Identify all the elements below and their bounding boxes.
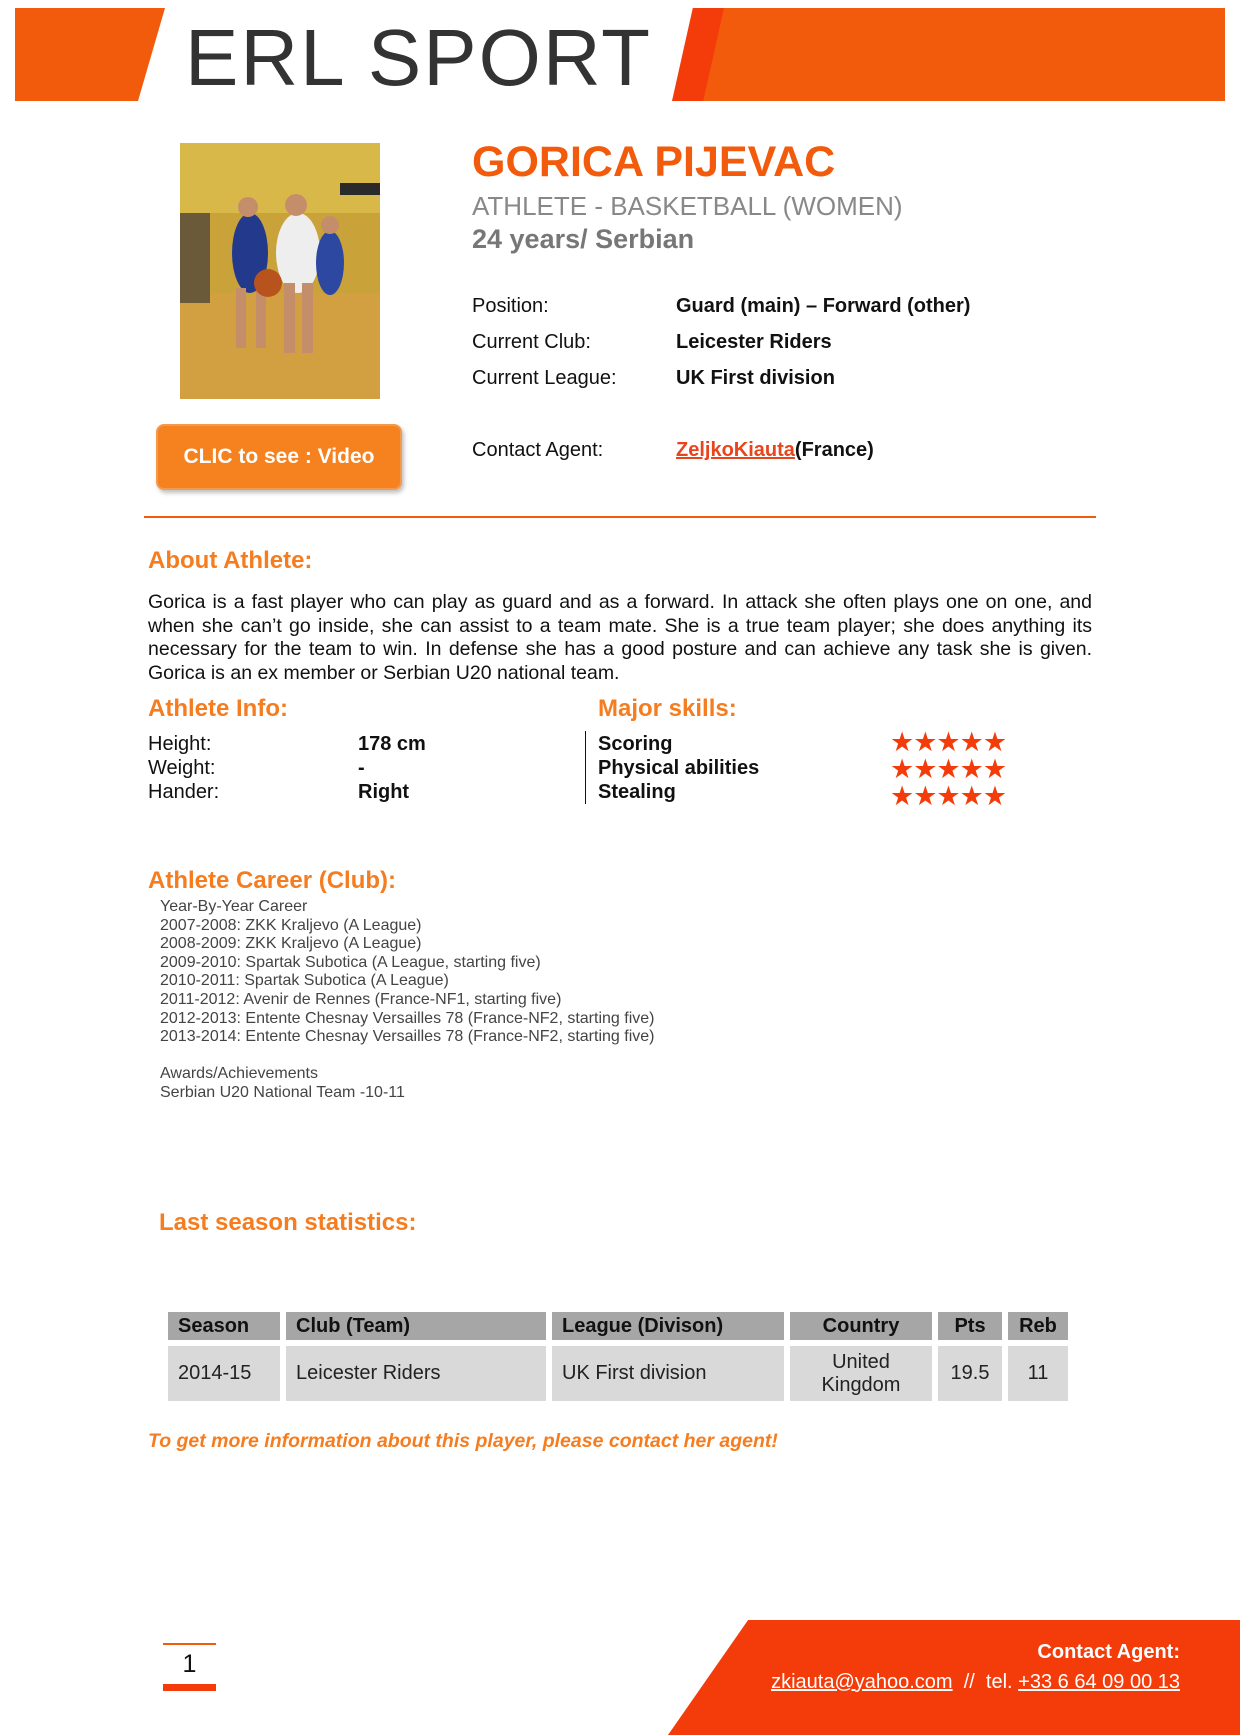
header-banner-right: [672, 8, 1225, 101]
brand-logo-text: ERL SPORT: [185, 13, 653, 102]
cell-pts: 19.5: [938, 1346, 1002, 1401]
header-banner-left: [15, 8, 165, 101]
career-entry: 2008-2009: ZKK Kraljevo (A League): [160, 935, 422, 953]
skills-divider: [585, 731, 586, 804]
skill-stars: ★★★★★: [890, 727, 1007, 757]
col-country: Country: [790, 1312, 932, 1340]
cell-country: United Kingdom: [790, 1346, 932, 1401]
weight-label: Weight:: [148, 757, 216, 779]
skill-name: Physical abilities: [598, 757, 760, 779]
club-label: Current Club:: [472, 331, 591, 353]
hander-value: Right: [358, 781, 410, 803]
about-title: About Athlete:: [148, 547, 313, 574]
footer-separator: // tel.: [952, 1671, 1019, 1693]
skill-name: Scoring: [598, 733, 673, 755]
career-entry: 2007-2008: ZKK Kraljevo (A League): [160, 916, 422, 934]
athlete-photo-image: [180, 143, 380, 399]
cell-reb: 11: [1008, 1346, 1068, 1401]
award-entry: Serbian U20 National Team -10-11: [160, 1083, 405, 1101]
skill-stars: ★★★★★: [890, 754, 1007, 784]
agent-link[interactable]: ZeljkoKiauta: [676, 439, 795, 461]
athlete-age-nationality: 24 years/ Serbian: [472, 224, 695, 254]
footer-email-link[interactable]: zkiauta@yahoo.com: [771, 1671, 953, 1693]
league-value: UK First division: [676, 367, 835, 389]
cell-league: UK First division: [552, 1346, 784, 1401]
agent-label: Contact Agent:: [472, 439, 604, 461]
position-value: Guard (main) – Forward (other): [676, 295, 971, 317]
career-entry: 2013-2014: Entente Chesnay Versailles 78 (France-NF2, starting five): [160, 1028, 655, 1046]
career-list: [160, 898, 654, 1103]
club-value: Leicester Riders: [676, 331, 832, 353]
stats-table: [162, 1306, 1074, 1407]
page-number-line-top: [163, 1643, 216, 1645]
career-entry: 2009-2010: Spartak Subotica (A League, starting five): [160, 953, 541, 971]
contact-note: To get more information about this player, please contact her agent!: [148, 1430, 778, 1452]
col-league: League (Divison): [552, 1312, 784, 1340]
career-entry: 2012-2013: Entente Chesnay Versailles 78 (France-NF2, starting five): [160, 1009, 655, 1027]
height-label: Height:: [148, 733, 212, 755]
cell-club: Leicester Riders: [286, 1346, 546, 1401]
footer-contact-title: Contact Agent:: [1037, 1641, 1180, 1663]
page-number-line-bottom: [163, 1684, 216, 1691]
career-spacer: [160, 1047, 654, 1066]
page-number: 1: [182, 1650, 197, 1678]
col-reb: Reb: [1008, 1312, 1068, 1340]
height-value: 178 cm: [358, 733, 426, 755]
stats-header-row: [168, 1312, 1068, 1340]
footer-contact-line: [771, 1671, 1180, 1694]
about-text: Gorica is a fast player who can play as guard and as a forward. In attack she often plays one on one, and when she can’t go inside, she can assist to a team mate. She is a true team player; she does anything its necessary for the team to win. In defense she has a good posture and can achieve any task she is given. Gorica is an ex member or Serbian U20 national team.: [148, 591, 1092, 684]
skill-stars: ★★★★★: [890, 781, 1007, 811]
career-entry: 2011-2012: Avenir de Rennes (France-NF1, starting five): [160, 990, 562, 1008]
league-label: Current League:: [472, 367, 617, 389]
footer-phone-link[interactable]: +33 6 64 09 00 13: [1018, 1671, 1180, 1693]
career-entry: 2010-2011: Spartak Subotica (A League): [160, 972, 449, 990]
athlete-name: GORICA PIJEVAC: [472, 138, 836, 186]
col-season: Season: [168, 1312, 280, 1340]
career-heading: Year-By-Year Career: [160, 898, 308, 915]
hander-label: Hander:: [148, 781, 220, 803]
athlete-subtitle: ATHLETE - BASKETBALL (WOMEN): [472, 191, 903, 221]
athlete-photo: [180, 143, 380, 399]
position-label: Position:: [472, 295, 549, 317]
skills-title: Major skills:: [598, 695, 737, 722]
skill-name: Stealing: [598, 781, 676, 803]
col-club: Club (Team): [286, 1312, 546, 1340]
table-row: [168, 1346, 1068, 1401]
video-button[interactable]: CLIC to see : Video: [156, 424, 402, 490]
section-divider: [144, 516, 1096, 518]
col-pts: Pts: [938, 1312, 1002, 1340]
awards-heading: Awards/Achievements: [160, 1065, 318, 1083]
stats-title: Last season statistics:: [159, 1209, 417, 1236]
agent-country: (France): [794, 439, 874, 461]
cell-season: 2014-15: [168, 1346, 280, 1401]
info-title: Athlete Info:: [148, 695, 288, 722]
weight-value: -: [358, 757, 365, 779]
agent-value: [676, 439, 874, 462]
career-title: Athlete Career (Club):: [148, 867, 397, 894]
